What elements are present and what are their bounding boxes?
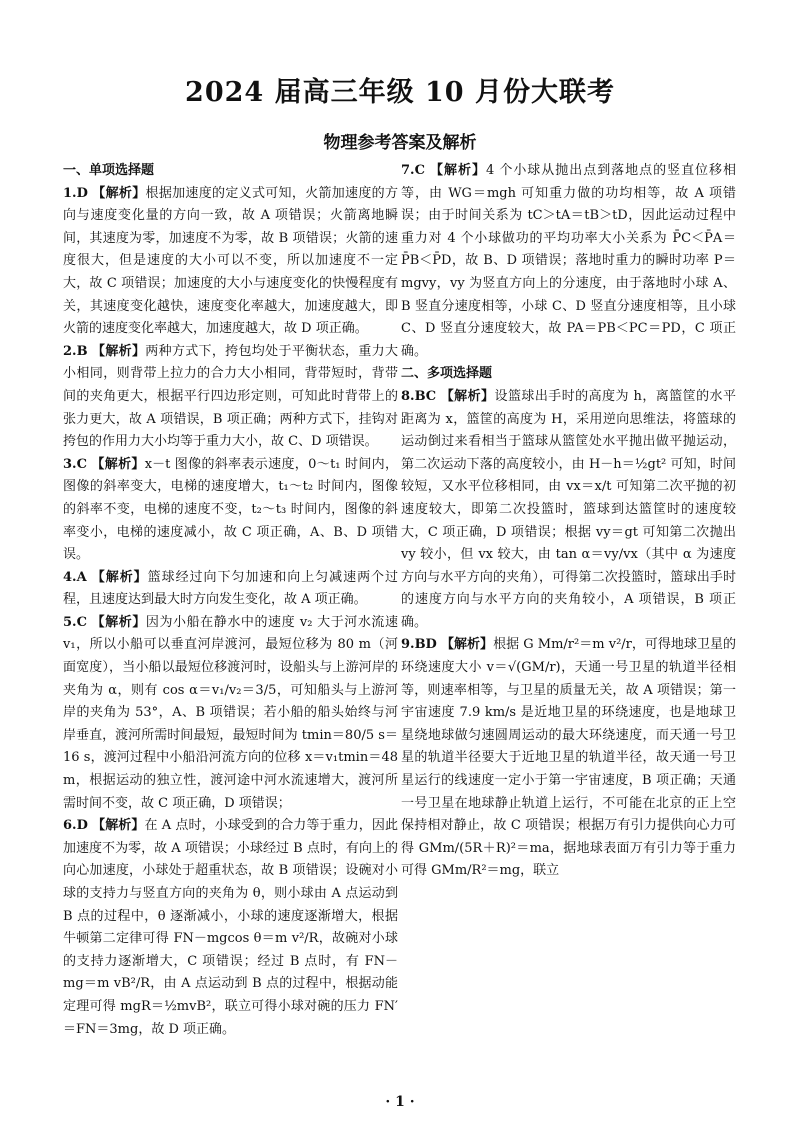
answer-number: 2.B: [63, 343, 88, 359]
answer-text: x－t 图像的斜率表示速度，0～t₁ 时间内，图像的斜率变大，电梯的速度增大，t₁～t₂ 时间内，图像的斜率不变，电梯的速度不变，t₂～t₃ 时间内，图像的斜率变小，电梯的速度减小，故 C 项正确，A、B、D 项错误。: [63, 456, 398, 563]
section-heading-single-choice: 一、单项选择题: [63, 163, 155, 178]
answer-number: 6.D: [63, 818, 88, 834]
answer-item-7: [401, 160, 736, 363]
analysis-tag: 【解析】: [441, 637, 494, 653]
analysis-tag: 【解析】: [92, 343, 146, 359]
answer-item-9: [401, 634, 736, 883]
page-title: 2024 届高三年级 10 月份大联考: [185, 77, 615, 108]
analysis-tag: 【解析】: [92, 818, 145, 834]
answer-text: 设篮球出手时的高度为 h，离篮筐的水平距离为 x，篮筐的高度为 H，采用逆向思维法，将篮球的运动倒过来看相当于篮球从篮筐处水平抛出做平抛运动，第二次运动下落的高度较小，由 H－h＝½gt² 可知，时间较短，又水平位移相同，由 vx＝x/t 可知第二次平抛的初速度较大，即第二次投篮时，篮球到达篮筐时的速度较大，C 项正确，D 项错误；根据 vy＝gt 可知第二次抛出 vy 较小，但 vx 较大，由 tan α＝vy/vx（其中 α 为速度方向与水平方向的夹角），可得第二次投篮时，篮球出手时的速度方向与水平方向的夹角较小，A 项错误，B 项正确。: [401, 388, 736, 630]
analysis-tag: 【解析】: [91, 456, 145, 472]
answer-text: 两种方式下，挎包均处于平衡状态，重力大小相同，则背带上拉力的合力大小相同，背带短时，背带间的夹角更大，根据平行四边形定则，可知此时背带上的张力更大，故 A 项错误，B 项正确；两种方式下，挂钩对挎包的作用力大小均等于重力大小，故 C、D 项错误。: [63, 343, 398, 450]
answer-item-5: [63, 612, 398, 815]
answer-text: 根据 G Mm/r²＝m v²/r，可得地球卫星的环绕速度大小 v＝√(GM/r)，天通一号卫星的轨道半径相等，则速率相等，与卫星的质量无关，故 A 项错误；第一宇宙速度 7.9 km/s 是近地卫星的环绕速度，也是地球卫星绕地球做匀速圆周运动的最大环绕速度，而天通一号卫星的轨道半径要大于近地卫星的轨道半径，故天通一号卫星运行的线速度一定小于第一宇宙速度，B 项正确；天通一号卫星在地球静止轨道上运行，不可能在北京的正上空保持相对静止，故 C 项错误；根据万有引力提供向心力可得 GMm/(5R＋R)²＝ma，据地球表面万有引力等于重力可得 GMm/R²＝mg，联立: [401, 637, 736, 879]
answer-number: 9.BD: [401, 637, 437, 653]
analysis-tag: 【解析】: [91, 614, 146, 630]
left-column: [63, 160, 398, 1041]
answer-text: 因为小船在静水中的速度 v₂ 大于河水流速 v₁，所以小船可以垂直河岸渡河，最短位移为 80 m（河面宽度），当小船以最短位移渡河时，设船头与上游河岸的夹角为 α，则有 cos α＝v₁/v₂＝3/5，可知船头与上游河岸的夹角为 53°，A、B 项错误；若小船的船头始终与河岸垂直，渡河所需时间最短，最短时间为 tmin＝80/5 s＝16 s，渡河过程中小船沿河流方向的位移 x＝v₁tmin＝48 m，根据运动的独立性，渡河途中河水流速增大，渡河所需时间不变，故 C 项正确，D 项错误；: [63, 614, 398, 811]
analysis-tag: 【解析】: [430, 163, 486, 178]
answer-text: 4 个小球从抛出点到落地点的竖直位移相等，由 WG＝mgh 可知重力做的功均相等，故 A 项错误；由于时间关系为 tC＞tA＝tB＞tD，因此运动过程中重力对 4 个小球做功的平均功率大小关系为 P̄C＜P̄A＝P̄B＜P̄D，故 B、D 项错误；落地时重力的瞬时功率 P＝mgvy，vy 为竖直方向上的分速度，由于落地时小球 A、B 竖直分速度相等，小球 C、D 竖直分速度相等，且小球 C、D 竖直分速度较大，故 PA＝PB＜PC＝PD，C 项正确。: [401, 163, 736, 359]
answer-item-3: [63, 454, 398, 567]
answer-item-6: [63, 815, 398, 1041]
answer-item-8: [401, 386, 736, 635]
analysis-tag: 【解析】: [92, 185, 146, 201]
answer-text: 在 A 点时，小球受到的合力等于重力，因此加速度不为零，故 A 项错误；小球经过 B 点时，有向上的向心加速度，小球处于超重状态，故 B 项错误；设碗对小球的支持力与竖直方向的夹角为 θ，则小球由 A 点运动到 B 点的过程中，θ 逐渐减小，小球的速度逐渐增大，根据牛顿第二定律可得 FN－mgcos θ＝m v²/R，故碗对小球的支持力逐渐增大，C 项错误；经过 B 点时，有 FN－mg＝m vB²/R，由 A 点运动到 B 点的过程中，根据动能定理可得 mgR＝½mvB²，联立可得小球对碗的压力 FN′＝FN＝3mg，故 D 项正确。: [63, 818, 398, 1037]
answer-text: 篮球经过向下匀加速和向上匀减速两个过程，且速度达到最大时方向发生变化，故 A 项正确。: [63, 569, 398, 608]
answer-number: 5.C: [63, 614, 87, 630]
right-column: [401, 160, 736, 883]
answer-item-2: [63, 341, 398, 454]
answer-number: 3.C: [63, 456, 87, 472]
answer-number: 7.C: [401, 163, 425, 178]
page-subtitle: 物理参考答案及解析: [323, 133, 477, 153]
page-number: · 1 ·: [385, 1094, 415, 1110]
answer-item-4: [63, 567, 398, 612]
section-heading-multi-choice: 二、多项选择题: [401, 366, 493, 382]
answer-number: 4.A: [63, 569, 87, 585]
analysis-tag: 【解析】: [440, 388, 495, 404]
answer-text: 根据加速度的定义式可知，火箭加速度的方向与速度变化量的方向一致，故 A 项错误；火箭离地瞬间，其速度为零，加速度不为零，故 B 项错误；火箭的速度很大，但是速度的大小可以不变，所以加速度不一定大，故 C 项错误；加速度的大小与速度变化的快慢程度有关，其速度变化越快，速度变化率越大，加速度越大，即火箭的速度变化率越大，加速度越大，故 D 项正确。: [63, 185, 398, 337]
answer-number: 1.D: [63, 185, 88, 201]
analysis-tag: 【解析】: [91, 569, 148, 585]
answer-item-1: [63, 183, 398, 341]
answer-number: 8.BC: [401, 388, 437, 404]
